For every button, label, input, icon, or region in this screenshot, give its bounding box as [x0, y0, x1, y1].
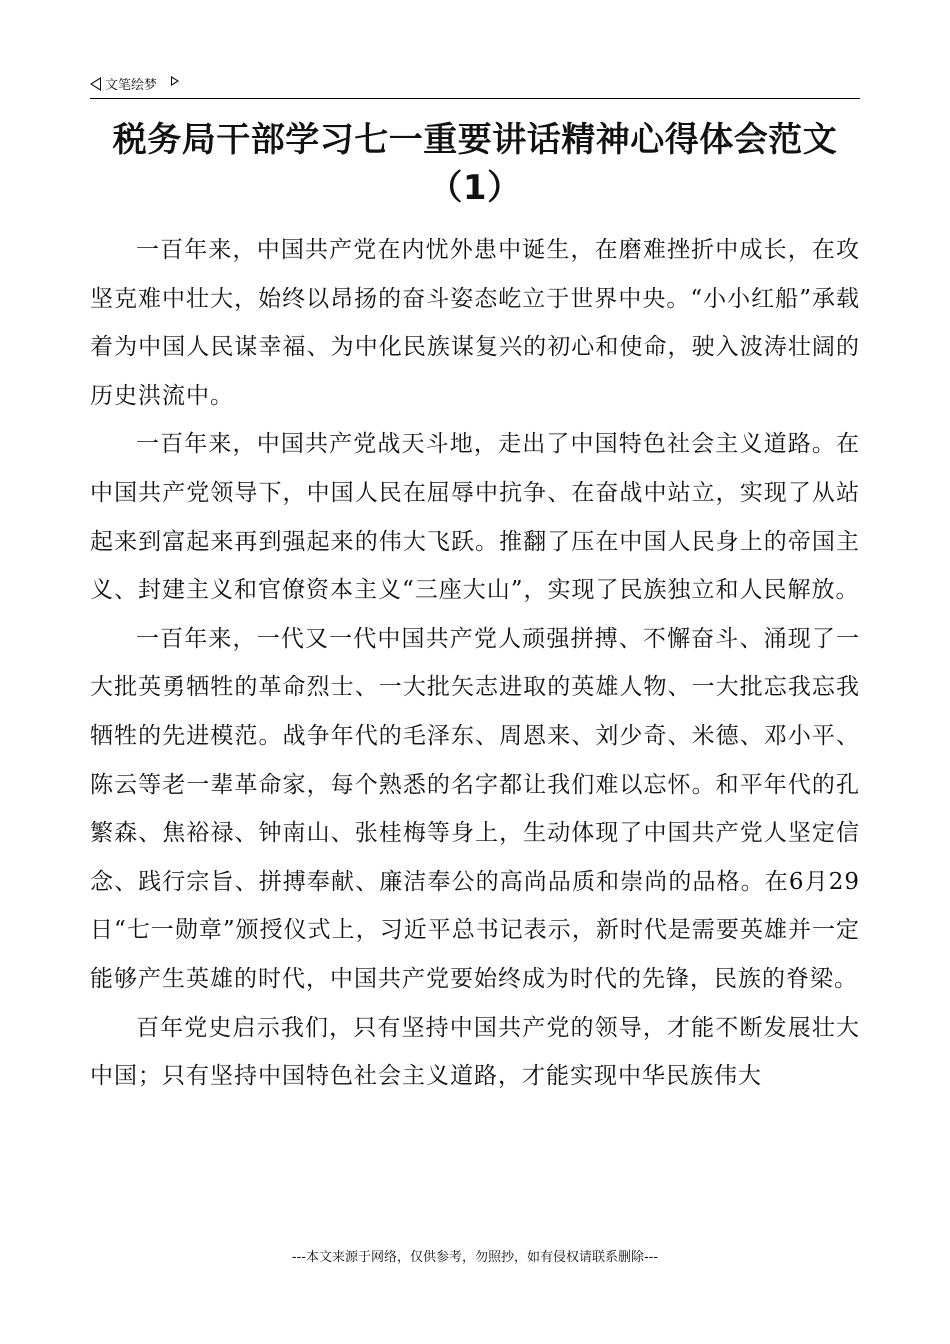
triangle-left-icon [90, 77, 101, 91]
header-brand [90, 74, 179, 93]
page-footer: ---本文来源于网络，仅供参考，勿照抄，如有侵权请联系删除--- [291, 1250, 659, 1265]
paragraph: 百年党史启示我们，只有坚持中国共产党的领导，才能不断发展壮大中国；只有坚持中国特色社会主义道路，才能实现中华民族伟大 [90, 1014, 860, 1090]
header-brand-text: 文笔绘梦 [105, 78, 158, 93]
document-title: 税务局干部学习七一重要讲话精神心得体会范文（1） [112, 120, 838, 208]
paragraph: 一百年来，一代又一代中国共产党人顽强拼搏、不懈奋斗、涌现了一大批英勇牺牲的革命烈士、一大批矢志进取的英雄人物、一大批忘我忘我牺牲的先进模范。战争年代的毛泽东、周恩来、刘少奇、米德、邓小平、陈云等老一辈革命家，每个熟悉的名字都让我们难以忘怀。和平年代的孔繁森、焦裕禄、钟南山、张桂梅等身上，生动体现了中国共产党人坚定信念、践行宗旨、拼搏奉献、廉洁奉公的高尚品质和崇尚的品格。在6月29日“七一勋章”颁授仪式上，习近平总书记表示，新时代是需要英雄并一定能够产生英雄的时代，中国共产党要始终成为时代的先锋，民族的脊梁。 [90, 625, 860, 992]
paragraph: 一百年来，中国共产党在内忧外患中诞生，在磨难挫折中成长，在攻坚克难中壮大，始终以昂扬的奋斗姿态屹立于世界中央。“小小红船”承载着为中国人民谋幸福、为中化民族谋复兴的初心和使命，驶入波涛壮阔的历史洪流中。 [90, 237, 860, 409]
document-body [90, 226, 860, 1101]
page-header [90, 72, 860, 99]
paragraph: 一百年来，中国共产党战天斗地，走出了中国特色社会主义道路。在中国共产党领导下，中国人民在屈辱中抗争、在奋战中站立，实现了从站起来到富起来再到强起来的伟大飞跃。推翻了压在中国人民身上的帝国主义、封建主义和官僚资本主义“三座大山”，实现了民族独立和人民解放。 [90, 431, 860, 604]
triangle-right-icon [171, 76, 179, 86]
